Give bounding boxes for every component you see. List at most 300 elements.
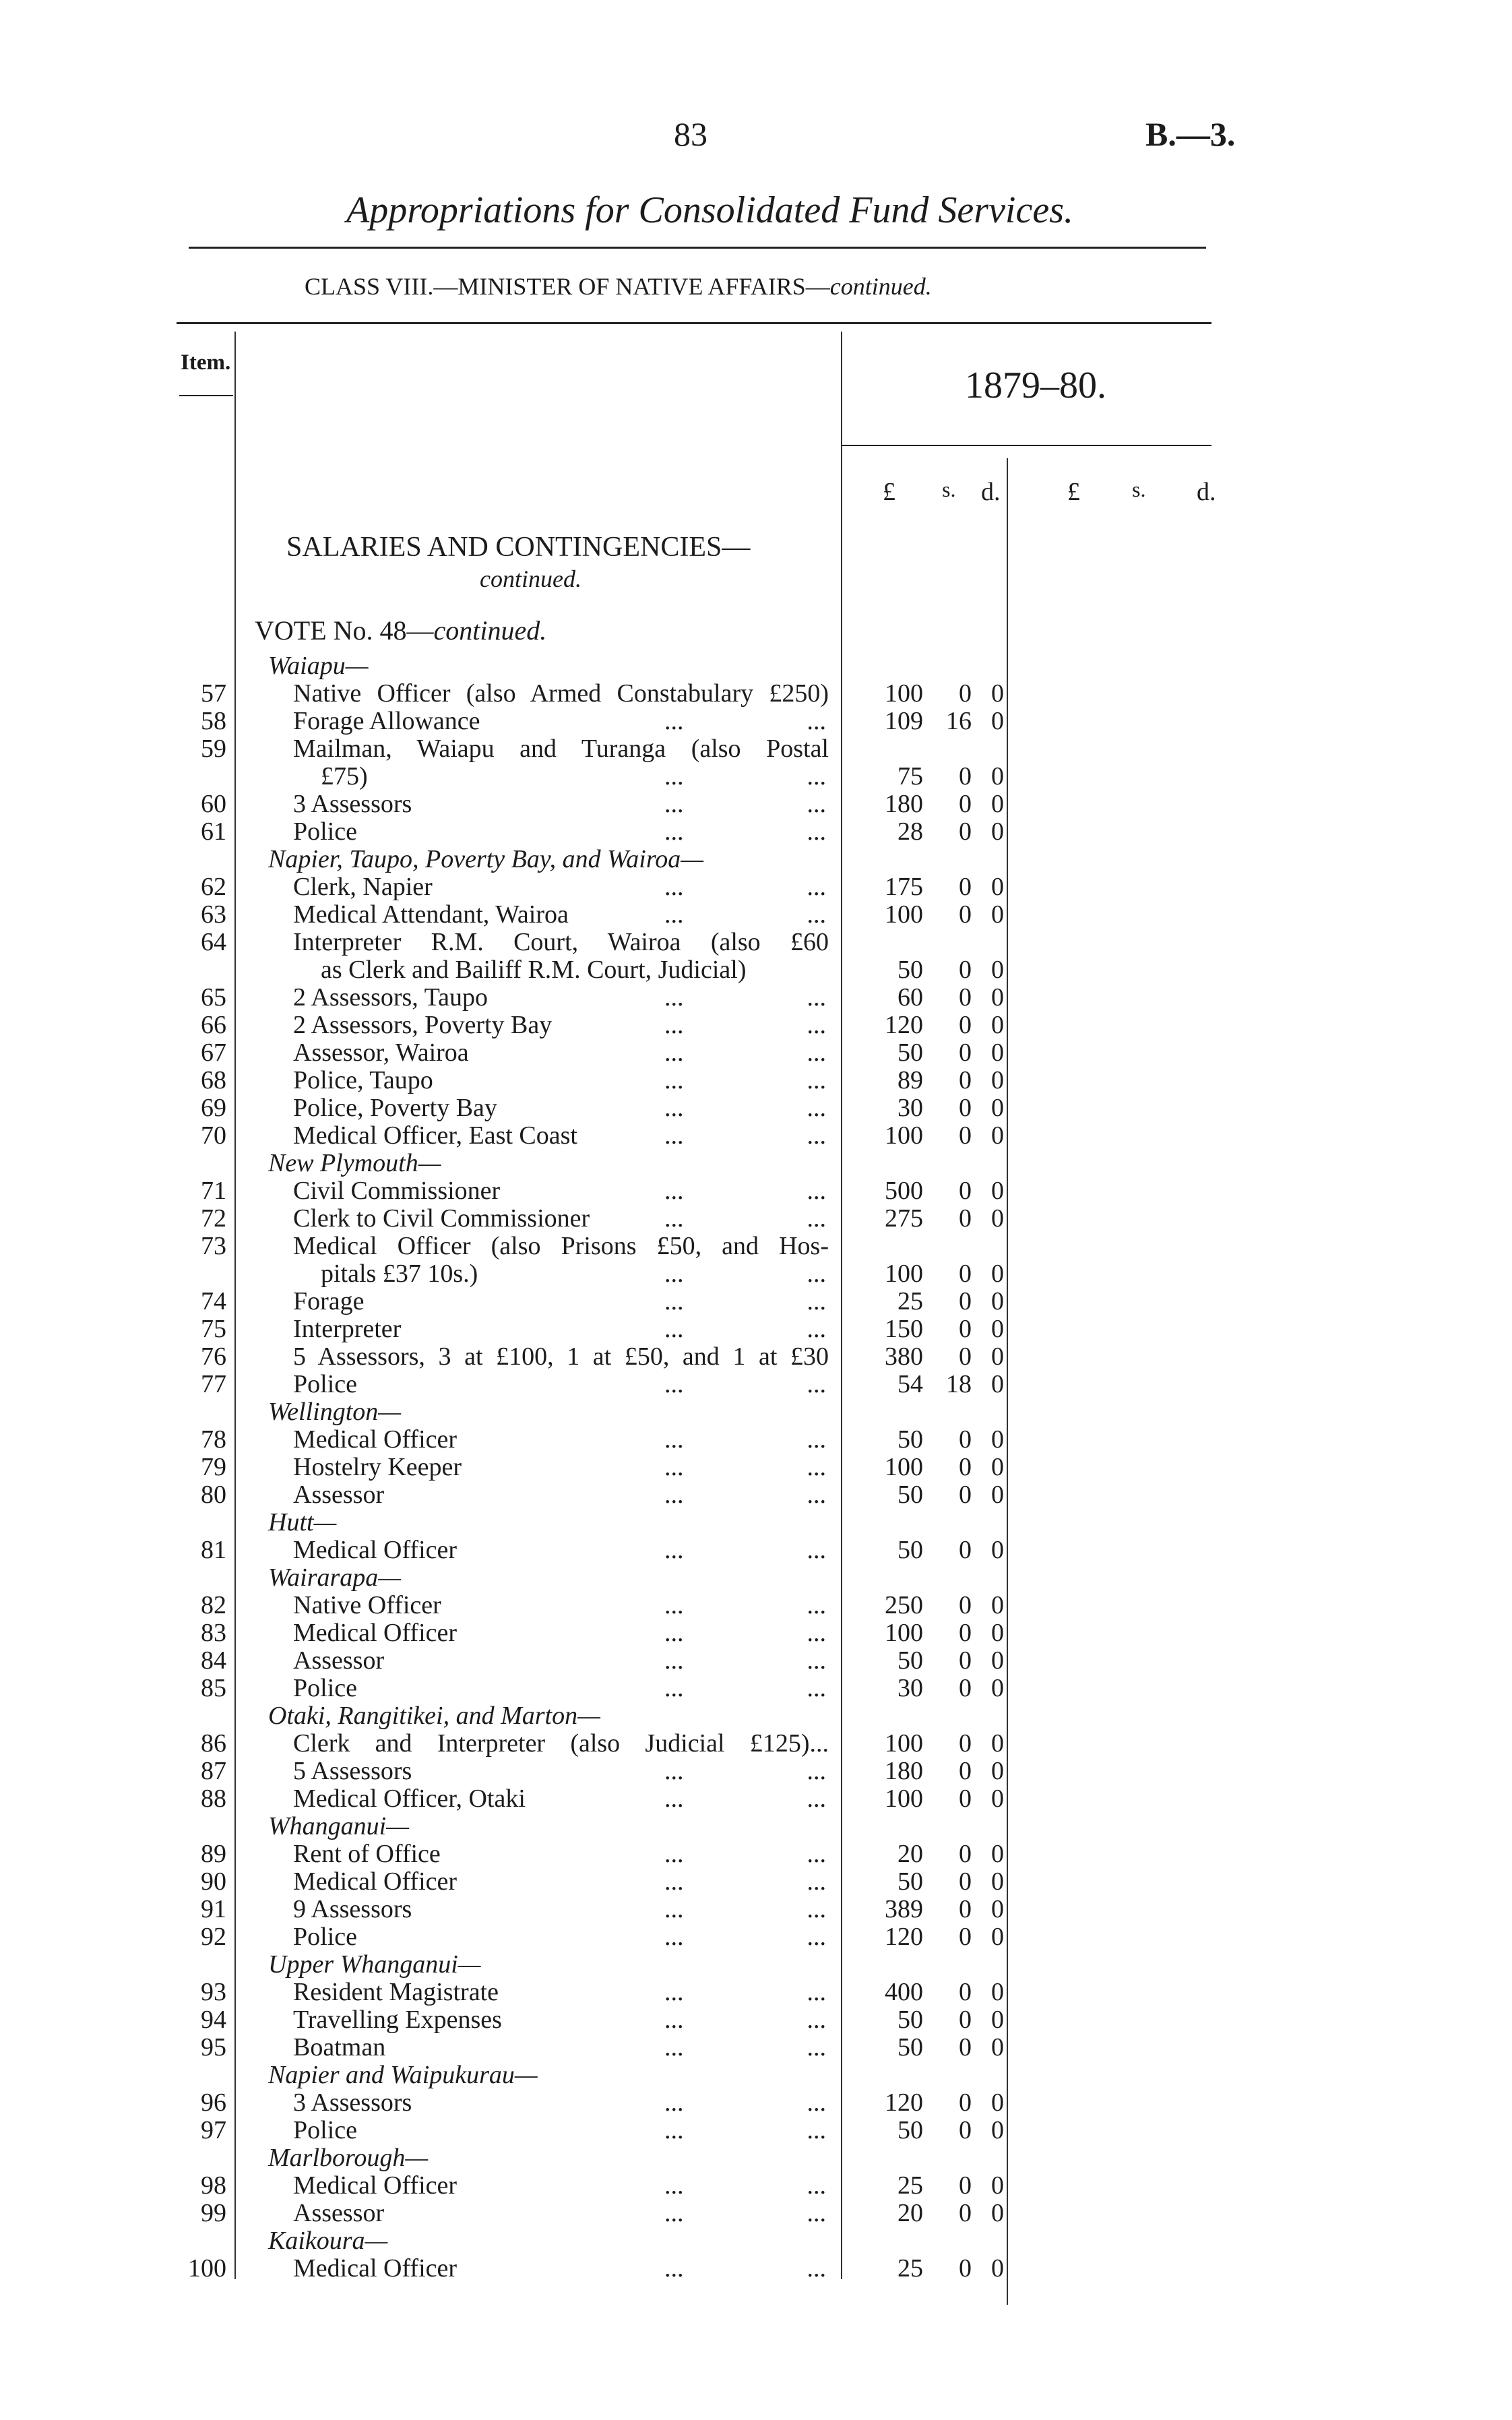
amount-shillings: 0 xyxy=(959,1840,972,1868)
leader-dots: ... ... xyxy=(664,1094,826,1122)
amount-pounds: 175 xyxy=(885,873,923,901)
amount-shillings: 0 xyxy=(959,900,972,929)
leader-dots: ... ... xyxy=(664,1646,826,1675)
amount-pounds: 120 xyxy=(885,1923,923,1951)
district-heading xyxy=(0,1150,1512,1177)
district-heading xyxy=(0,2144,1512,2172)
amount-pounds: 28 xyxy=(897,817,923,846)
item-description: Civil Commissioner xyxy=(293,1177,501,1205)
amount-shillings: 0 xyxy=(959,1315,972,1343)
leader-dots: ... ... xyxy=(664,2171,826,2200)
amount-shillings: 0 xyxy=(959,790,972,818)
item-description: Police, Poverty Bay xyxy=(293,1094,497,1122)
amount-shillings: 0 xyxy=(959,1536,972,1564)
leader-dots: ... ... xyxy=(664,2088,826,2117)
item-number: 83 xyxy=(201,1619,226,1647)
item-description: Boatman xyxy=(293,2033,386,2061)
item-number: 91 xyxy=(201,1895,226,1923)
item-number: 61 xyxy=(201,817,226,846)
amount-pence: 0 xyxy=(991,1867,1004,1896)
item-description: Mailman, Waiapu and Turanga (also Postal xyxy=(293,735,829,763)
item-number: 84 xyxy=(201,1646,226,1675)
amount-pounds: 20 xyxy=(897,2199,923,2227)
amount-shillings: 0 xyxy=(959,1867,972,1896)
amount-shillings: 0 xyxy=(959,2254,972,2283)
amount-pounds: 50 xyxy=(897,1038,923,1067)
shilling-header-2: s. xyxy=(1132,477,1146,501)
amount-pence: 0 xyxy=(991,817,1004,846)
page-title: Appropriations for Consolidated Fund Services. xyxy=(346,189,1073,231)
item-description: 9 Assessors xyxy=(293,1895,412,1923)
table-row xyxy=(0,1012,1512,1039)
amount-pence: 0 xyxy=(991,2171,1004,2200)
item-number: 58 xyxy=(201,707,226,735)
table-row xyxy=(0,1730,1512,1758)
section-heading: SALARIES AND CONTINGENCIES— xyxy=(286,532,751,563)
item-number: 80 xyxy=(201,1481,226,1509)
amount-pence: 0 xyxy=(991,956,1004,984)
item-number: 99 xyxy=(201,2199,226,2227)
item-description: £75) xyxy=(321,762,368,790)
table-row xyxy=(0,2089,1512,2117)
item-number: 96 xyxy=(201,2088,226,2117)
amount-shillings: 0 xyxy=(959,1260,972,1288)
leader-dots: ... ... xyxy=(664,1260,826,1288)
item-description: Native Officer xyxy=(293,1591,441,1619)
amount-shillings: 0 xyxy=(959,1287,972,1315)
amount-pounds: 180 xyxy=(885,790,923,818)
item-description: as Clerk and Bailiff R.M. Court, Judicial) xyxy=(321,956,747,984)
district-heading xyxy=(0,1813,1512,1840)
item-description: Assessor xyxy=(293,1481,385,1509)
amount-shillings: 0 xyxy=(959,1978,972,2006)
pence-header: d. xyxy=(981,478,1001,506)
item-description: Forage Allowance xyxy=(293,707,480,735)
item-description: Native Officer (also Armed Constabulary £250) xyxy=(293,679,829,708)
district-name: Wairarapa— xyxy=(268,1563,402,1592)
item-number: 59 xyxy=(201,735,226,763)
leader-dots: ... ... xyxy=(664,900,826,929)
amount-shillings: 0 xyxy=(959,1425,972,1454)
amount-shillings: 0 xyxy=(959,956,972,984)
table-row xyxy=(0,1758,1512,1785)
leader-dots: ... ... xyxy=(664,1011,826,1039)
district-heading xyxy=(0,1702,1512,1730)
table-row xyxy=(0,763,1512,790)
amount-pounds: 30 xyxy=(897,1094,923,1122)
amount-pence: 0 xyxy=(991,1619,1004,1647)
amount-pounds: 50 xyxy=(897,2116,923,2144)
leader-dots: ... ... xyxy=(664,1674,826,1702)
table-row xyxy=(0,984,1512,1012)
amount-pence: 0 xyxy=(991,2088,1004,2117)
amount-shillings: 0 xyxy=(959,2033,972,2061)
amount-pence: 0 xyxy=(991,1121,1004,1150)
district-heading xyxy=(0,846,1512,873)
item-description: 5 Assessors xyxy=(293,1757,412,1785)
amount-pounds: 25 xyxy=(897,2254,923,2283)
amount-shillings: 0 xyxy=(959,817,972,846)
table-row xyxy=(0,1923,1512,1951)
amount-shillings: 0 xyxy=(959,1094,972,1122)
item-description: Police xyxy=(293,1370,357,1398)
leader-dots: ... ... xyxy=(664,1591,826,1619)
amount-shillings: 0 xyxy=(959,762,972,790)
amount-shillings: 0 xyxy=(959,1011,972,1039)
table-row xyxy=(0,1288,1512,1315)
amount-shillings: 0 xyxy=(959,1646,972,1675)
amount-pence: 0 xyxy=(991,2033,1004,2061)
amount-pounds: 275 xyxy=(885,1204,923,1233)
table-row xyxy=(0,1481,1512,1509)
amount-pounds: 50 xyxy=(897,1536,923,1564)
table-row xyxy=(0,790,1512,818)
table-row xyxy=(0,1122,1512,1150)
shilling-header: s. xyxy=(942,477,956,501)
leader-dots: ... ... xyxy=(664,1867,826,1896)
item-number: 69 xyxy=(201,1094,226,1122)
table-row xyxy=(0,1537,1512,1564)
amount-pounds: 100 xyxy=(885,679,923,708)
amount-pence: 0 xyxy=(991,2116,1004,2144)
leader-dots: ... ... xyxy=(664,2199,826,2227)
amount-pounds: 150 xyxy=(885,1315,923,1343)
vote-continued: continued. xyxy=(433,615,547,646)
amount-pence: 0 xyxy=(991,1038,1004,1067)
item-number: 78 xyxy=(201,1425,226,1454)
amount-shillings: 0 xyxy=(959,2006,972,2034)
item-number: 82 xyxy=(201,1591,226,1619)
item-number: 93 xyxy=(201,1978,226,2006)
item-number: 64 xyxy=(201,928,226,956)
amount-pence: 0 xyxy=(991,1177,1004,1205)
amount-pounds: 50 xyxy=(897,1425,923,1454)
item-number: 75 xyxy=(201,1315,226,1343)
item-description: Hostelry Keeper xyxy=(293,1453,462,1481)
item-description: Medical Officer xyxy=(293,2254,458,2283)
amount-pounds: 500 xyxy=(885,1177,923,1205)
item-description: 2 Assessors, Poverty Bay xyxy=(293,1011,553,1039)
leader-dots: ... ... xyxy=(664,2033,826,2061)
item-description: Police xyxy=(293,2116,357,2144)
leader-dots: ... ... xyxy=(664,1121,826,1150)
amount-pence: 0 xyxy=(991,1895,1004,1923)
district-heading xyxy=(0,1951,1512,1979)
amount-pounds: 25 xyxy=(897,2171,923,2200)
leader-dots: ... ... xyxy=(664,1453,826,1481)
amount-pounds: 30 xyxy=(897,1674,923,1702)
item-description: Medical Officer, East Coast xyxy=(293,1121,577,1150)
amount-shillings: 0 xyxy=(959,1342,972,1371)
leader-dots: ... ... xyxy=(664,1177,826,1205)
amount-shillings: 18 xyxy=(946,1370,972,1398)
amount-pence: 0 xyxy=(991,707,1004,735)
amount-pence: 0 xyxy=(991,1840,1004,1868)
item-description: Assessor xyxy=(293,1646,385,1675)
amount-shillings: 0 xyxy=(959,983,972,1012)
amount-pence: 0 xyxy=(991,1757,1004,1785)
amount-pounds: 389 xyxy=(885,1895,923,1923)
item-description: Police xyxy=(293,1923,357,1951)
amount-pounds: 50 xyxy=(897,2033,923,2061)
amount-pounds: 89 xyxy=(897,1066,923,1094)
report-reference: B.—3. xyxy=(1145,115,1236,153)
amount-pence: 0 xyxy=(991,900,1004,929)
item-number: 72 xyxy=(201,1204,226,1233)
amount-pence: 0 xyxy=(991,1923,1004,1951)
table-row xyxy=(0,873,1512,901)
leader-dots: ... ... xyxy=(664,1481,826,1509)
amount-pence: 0 xyxy=(991,1066,1004,1094)
table-row xyxy=(0,680,1512,708)
amount-pounds: 50 xyxy=(897,2006,923,2034)
district-name: Kaikoura— xyxy=(268,2227,388,2255)
leader-dots: ... ... xyxy=(664,2116,826,2144)
table-row xyxy=(0,818,1512,846)
table-row xyxy=(0,1675,1512,1702)
leader-dots: ... ... xyxy=(664,1619,826,1647)
class-heading-continued: continued. xyxy=(829,273,932,300)
district-heading xyxy=(0,652,1512,680)
amount-shillings: 0 xyxy=(959,873,972,901)
leader-dots: ... ... xyxy=(664,1038,826,1067)
amount-pounds: 60 xyxy=(897,983,923,1012)
item-number: 62 xyxy=(201,873,226,901)
item-number: 89 xyxy=(201,1840,226,1868)
item-description: Police xyxy=(293,1674,357,1702)
amount-pounds: 180 xyxy=(885,1757,923,1785)
amount-shillings: 0 xyxy=(959,2171,972,2200)
item-number: 63 xyxy=(201,900,226,929)
amount-pounds: 100 xyxy=(885,1121,923,1150)
item-number: 92 xyxy=(201,1923,226,1951)
district-name: Hutt— xyxy=(268,1508,337,1537)
amount-pounds: 100 xyxy=(885,1619,923,1647)
leader-dots: ... ... xyxy=(664,1287,826,1315)
item-number: 86 xyxy=(201,1729,226,1758)
amount-pounds: 50 xyxy=(897,956,923,984)
amount-pence: 0 xyxy=(991,1011,1004,1039)
leader-dots: ... ... xyxy=(664,1536,826,1564)
district-name: Waiapu— xyxy=(268,652,369,680)
table-row xyxy=(0,1619,1512,1647)
amount-pounds: 100 xyxy=(885,1785,923,1813)
leader-dots: ... ... xyxy=(664,1978,826,2006)
district-name: New Plymouth— xyxy=(268,1149,441,1177)
amount-pounds: 25 xyxy=(897,1287,923,1315)
item-description: Forage xyxy=(293,1287,365,1315)
item-description: Clerk and Interpreter (also Judicial £125)... xyxy=(293,1729,829,1758)
table-row xyxy=(0,735,1512,763)
leader-dots: ... ... xyxy=(664,1425,826,1454)
item-description: Medical Officer xyxy=(293,2171,458,2200)
amount-shillings: 0 xyxy=(959,1729,972,1758)
item-number: 88 xyxy=(201,1785,226,1813)
district-name: Wellington— xyxy=(268,1398,402,1426)
leader-dots: ... ... xyxy=(664,2254,826,2283)
amount-pounds: 75 xyxy=(897,762,923,790)
table-row xyxy=(0,1233,1512,1260)
item-number: 94 xyxy=(201,2006,226,2034)
amount-pounds: 50 xyxy=(897,1867,923,1896)
item-number: 71 xyxy=(201,1177,226,1205)
amount-shillings: 0 xyxy=(959,1204,972,1233)
pence-header-2: d. xyxy=(1197,478,1216,506)
amount-pence: 0 xyxy=(991,1729,1004,1758)
amount-shillings: 0 xyxy=(959,1591,972,1619)
leader-dots: ... ... xyxy=(664,983,826,1012)
table-row xyxy=(0,1315,1512,1343)
amount-pounds: 120 xyxy=(885,1011,923,1039)
table-row xyxy=(0,1426,1512,1454)
district-heading xyxy=(0,1509,1512,1537)
item-description: Assessor, Wairoa xyxy=(293,1038,469,1067)
amount-pence: 0 xyxy=(991,2254,1004,2283)
amount-pounds: 50 xyxy=(897,1481,923,1509)
item-number: 67 xyxy=(201,1038,226,1067)
leader-dots: ... ... xyxy=(664,817,826,846)
class-heading-text: CLASS VIII.—MINISTER OF NATIVE AFFAIRS— xyxy=(305,273,830,300)
amount-pounds: 380 xyxy=(885,1342,923,1371)
amount-pence: 0 xyxy=(991,1536,1004,1564)
amount-pence: 0 xyxy=(991,1425,1004,1454)
amount-pence: 0 xyxy=(991,790,1004,818)
district-name: Napier and Waipukurau— xyxy=(268,2061,538,2089)
table-row xyxy=(0,2200,1512,2227)
table-row xyxy=(0,1067,1512,1094)
district-name: Napier, Taupo, Poverty Bay, and Wairoa— xyxy=(268,845,704,873)
table-row xyxy=(0,2006,1512,2034)
district-heading xyxy=(0,2227,1512,2255)
table-row xyxy=(0,1868,1512,1896)
leader-dots: ... ... xyxy=(664,1840,826,1868)
amount-pounds: 100 xyxy=(885,1260,923,1288)
amount-pence: 0 xyxy=(991,1646,1004,1675)
table-row xyxy=(0,1371,1512,1398)
table-row xyxy=(0,1039,1512,1067)
district-name: Otaki, Rangitikei, and Marton— xyxy=(268,1702,600,1730)
item-description: Police, Taupo xyxy=(293,1066,433,1094)
table-row xyxy=(0,1205,1512,1233)
amount-pounds: 400 xyxy=(885,1978,923,2006)
item-number: 74 xyxy=(201,1287,226,1315)
item-number: 68 xyxy=(201,1066,226,1094)
district-name: Marlborough— xyxy=(268,2144,429,2172)
amount-pence: 0 xyxy=(991,1342,1004,1371)
item-description: Medical Officer, Otaki xyxy=(293,1785,526,1813)
amount-shillings: 0 xyxy=(959,1895,972,1923)
item-number: 85 xyxy=(201,1674,226,1702)
page-number: 83 xyxy=(674,115,707,153)
amount-pence: 0 xyxy=(991,1260,1004,1288)
item-number: 73 xyxy=(201,1232,226,1260)
amount-pence: 0 xyxy=(991,873,1004,901)
leader-dots: ... ... xyxy=(664,1757,826,1785)
item-description: Clerk to Civil Commissioner xyxy=(293,1204,590,1233)
table-row xyxy=(0,1896,1512,1923)
amount-pence: 0 xyxy=(991,1591,1004,1619)
table-row xyxy=(0,1454,1512,1481)
amount-pence: 0 xyxy=(991,2199,1004,2227)
leader-dots: ... ... xyxy=(664,1895,826,1923)
vote-text: VOTE No. 48— xyxy=(255,615,434,646)
amount-shillings: 0 xyxy=(959,679,972,708)
table-row xyxy=(0,2255,1512,2283)
amount-pence: 0 xyxy=(991,1287,1004,1315)
amount-shillings: 0 xyxy=(959,1757,972,1785)
amount-pence: 0 xyxy=(991,983,1004,1012)
table-row xyxy=(0,1343,1512,1371)
leader-dots: ... ... xyxy=(664,762,826,790)
amount-shillings: 0 xyxy=(959,1923,972,1951)
item-number: 77 xyxy=(201,1370,226,1398)
item-number: 66 xyxy=(201,1011,226,1039)
item-description: Medical Officer xyxy=(293,1619,458,1647)
item-number: 79 xyxy=(201,1453,226,1481)
leader-dots: ... ... xyxy=(664,1204,826,1233)
table-row xyxy=(0,708,1512,735)
amount-pence: 0 xyxy=(991,1978,1004,2006)
item-number: 90 xyxy=(201,1867,226,1896)
item-description: Interpreter xyxy=(293,1315,402,1343)
amount-shillings: 0 xyxy=(959,1177,972,1205)
item-number: 100 xyxy=(188,2254,226,2283)
item-description: Travelling Expenses xyxy=(293,2006,502,2034)
table-row xyxy=(0,929,1512,956)
amount-shillings: 0 xyxy=(959,1038,972,1067)
item-description: 3 Assessors xyxy=(293,790,412,818)
item-number: 95 xyxy=(201,2033,226,2061)
amount-shillings: 0 xyxy=(959,1066,972,1094)
item-description: 2 Assessors, Taupo xyxy=(293,983,489,1012)
amount-pence: 0 xyxy=(991,1785,1004,1813)
leader-dots: ... ... xyxy=(664,1785,826,1813)
table-row xyxy=(0,1785,1512,1813)
leader-dots: ... ... xyxy=(664,873,826,901)
amount-shillings: 0 xyxy=(959,2116,972,2144)
item-description: 5 Assessors, 3 at £100, 1 at £50, and 1 at £30 xyxy=(293,1342,829,1371)
amount-shillings: 16 xyxy=(946,707,972,735)
table-row xyxy=(0,2172,1512,2200)
pound-header-2: £ xyxy=(1067,478,1080,506)
amount-pounds: 100 xyxy=(885,1729,923,1758)
table-row xyxy=(0,1094,1512,1122)
amount-pence: 0 xyxy=(991,679,1004,708)
table-row xyxy=(0,956,1512,984)
item-description: Resident Magistrate xyxy=(293,1978,499,2006)
item-number: 98 xyxy=(201,2171,226,2200)
amount-pence: 0 xyxy=(991,1481,1004,1509)
amount-pounds: 109 xyxy=(885,707,923,735)
item-number: 76 xyxy=(201,1342,226,1371)
item-description: Medical Officer xyxy=(293,1867,458,1896)
amount-pounds: 100 xyxy=(885,900,923,929)
table-row xyxy=(0,2117,1512,2144)
table-row xyxy=(0,1840,1512,1868)
amount-shillings: 0 xyxy=(959,2088,972,2117)
amount-shillings: 0 xyxy=(959,1785,972,1813)
item-description: Clerk, Napier xyxy=(293,873,433,901)
amount-pounds: 100 xyxy=(885,1453,923,1481)
leader-dots: ... ... xyxy=(664,1370,826,1398)
item-number: 87 xyxy=(201,1757,226,1785)
item-column-header: Item. xyxy=(181,350,231,375)
amount-pounds: 50 xyxy=(897,1646,923,1675)
amount-pence: 0 xyxy=(991,1453,1004,1481)
item-description: Medical Officer (also Prisons £50, and Hos- xyxy=(293,1232,829,1260)
table-row xyxy=(0,1592,1512,1619)
district-heading xyxy=(0,1564,1512,1592)
